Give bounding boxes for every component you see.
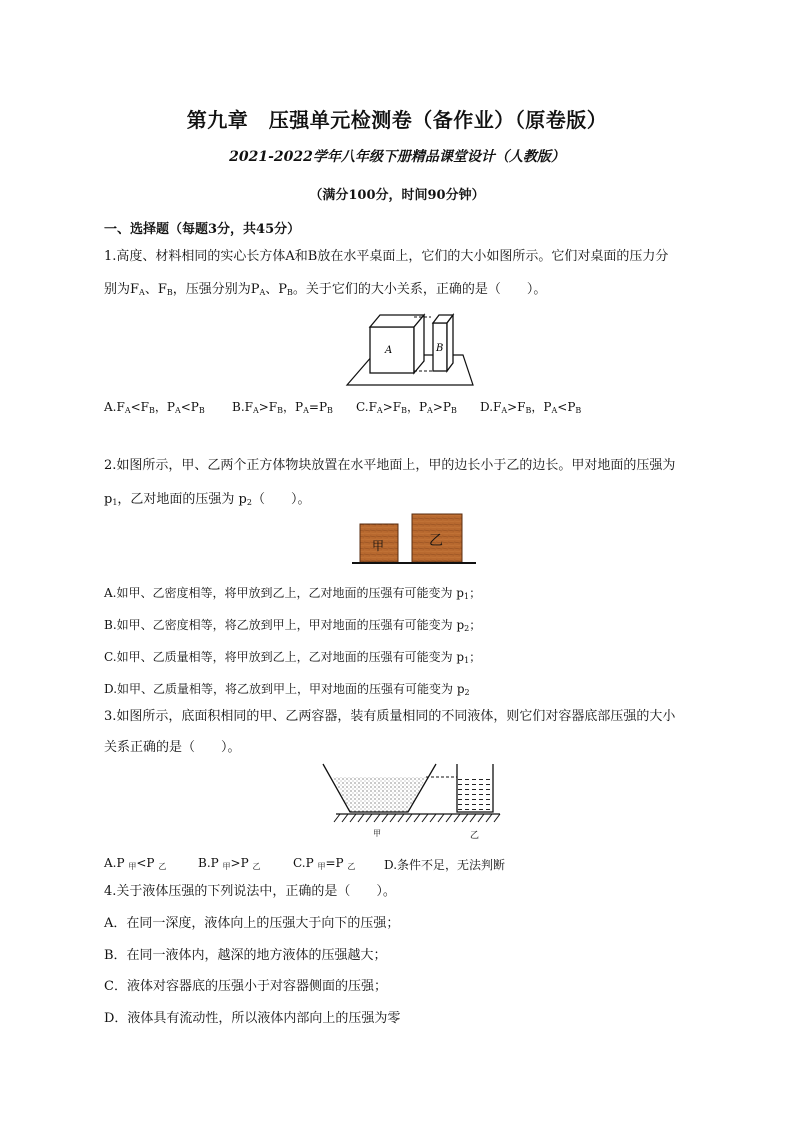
container-jia-label: 甲 bbox=[373, 829, 381, 838]
q3-stem-line1: 3.如图所示，底面积相同的甲、乙两容器，装有质量相同的不同液体，则它们对容器底部压强的大小 bbox=[104, 709, 676, 724]
block-b-label: B bbox=[436, 343, 444, 354]
q2-figure-cubes bbox=[352, 510, 476, 568]
q2-option-d[interactable]: D.如甲、乙质量相等，将乙放到甲上，甲对地面的压强有可能变为 $p_2$ bbox=[104, 682, 470, 697]
q1-option-b[interactable]: $B.F_A>F_B$，$P_A=P_B$ bbox=[232, 400, 333, 415]
q3-option-b[interactable]: B.P $_甲$>P $_乙$ bbox=[198, 856, 261, 871]
q4-stem: 4.关于液体压强的下列说法中，正确的是（ ）。 bbox=[104, 884, 396, 899]
q1-option-a[interactable]: $A.F_A<F_B$，$P_A<P_B$ bbox=[104, 400, 205, 415]
container-yi-label: 乙 bbox=[470, 831, 480, 841]
q1-option-c[interactable]: $C.F_A>F_B$，$P_A>P_B$ bbox=[356, 400, 457, 415]
score-info: （满分100分，时间90分钟） bbox=[309, 188, 485, 203]
document-title: 第九章 压强单元检测卷（备作业）（原卷版） bbox=[186, 108, 608, 132]
q4-option-a[interactable]: A．在同一深度，液体向上的压强大于向下的压强； bbox=[104, 916, 400, 931]
q3-figure-containers bbox=[318, 762, 503, 842]
q2-option-a[interactable]: A.如甲、乙密度相等，将甲放到乙上，乙对地面的压强有可能变为 $p_1$； bbox=[104, 586, 482, 601]
q2-stem-line2: $p_1$，乙对地面的压强为 $p_2$（ ）。 bbox=[104, 492, 311, 507]
q2-option-c[interactable]: C.如甲、乙质量相等，将甲放到乙上，乙对地面的压强有可能变为 $p_1$； bbox=[104, 650, 482, 665]
q4-option-d[interactable]: D．液体具有流动性，所以液体内部向上的压强为零 bbox=[104, 1011, 401, 1026]
jia-label: 甲 bbox=[372, 539, 385, 553]
q3-stem-line2: 关系正确的是（ ）。 bbox=[104, 740, 241, 755]
q3-option-a[interactable]: A.P $_甲$<P $_乙$ bbox=[104, 856, 167, 871]
yi-label: 乙 bbox=[429, 533, 443, 549]
q1-stem-line1: 1.高度、材料相同的实心长方体A和B放在水平桌面上，它们的大小如图所示。它们对桌面的压力分 bbox=[104, 249, 669, 264]
q3-option-c[interactable]: C.P $_甲$=P $_乙$ bbox=[293, 856, 356, 871]
q1-option-d[interactable]: $D.F_A>F_B$，$P_A<P_B$ bbox=[480, 400, 582, 415]
q4-option-c[interactable]: C．液体对容器底的压强小于对容器侧面的压强； bbox=[104, 979, 387, 994]
block-a-label: A bbox=[385, 345, 393, 356]
document-subtitle: 2021-2022学年八年级下册精品课堂设计（人教版） bbox=[229, 149, 565, 165]
q2-option-b[interactable]: B.如甲、乙密度相等，将乙放到甲上，甲对地面的压强有可能变为 $p_2$； bbox=[104, 618, 482, 633]
q2-stem-line1: 2.如图所示，甲、乙两个正方体物块放置在水平地面上，甲的边长小于乙的边长。甲对地面的压强为 bbox=[104, 458, 676, 473]
q4-option-b[interactable]: B．在同一液体内，越深的地方液体的压强越大； bbox=[104, 948, 387, 963]
q1-figure-blocks bbox=[345, 305, 475, 390]
q3-option-d[interactable]: D.条件不足，无法判断 bbox=[384, 858, 506, 872]
section-heading: 一、选择题（每题3分，共45分） bbox=[104, 222, 301, 237]
q1-stem-line2: 别为$F_A$、$F_B$，压强分别为$P_A$、$P_B$。关于它们的大小关系，正确的是（ ）。 bbox=[104, 282, 547, 297]
